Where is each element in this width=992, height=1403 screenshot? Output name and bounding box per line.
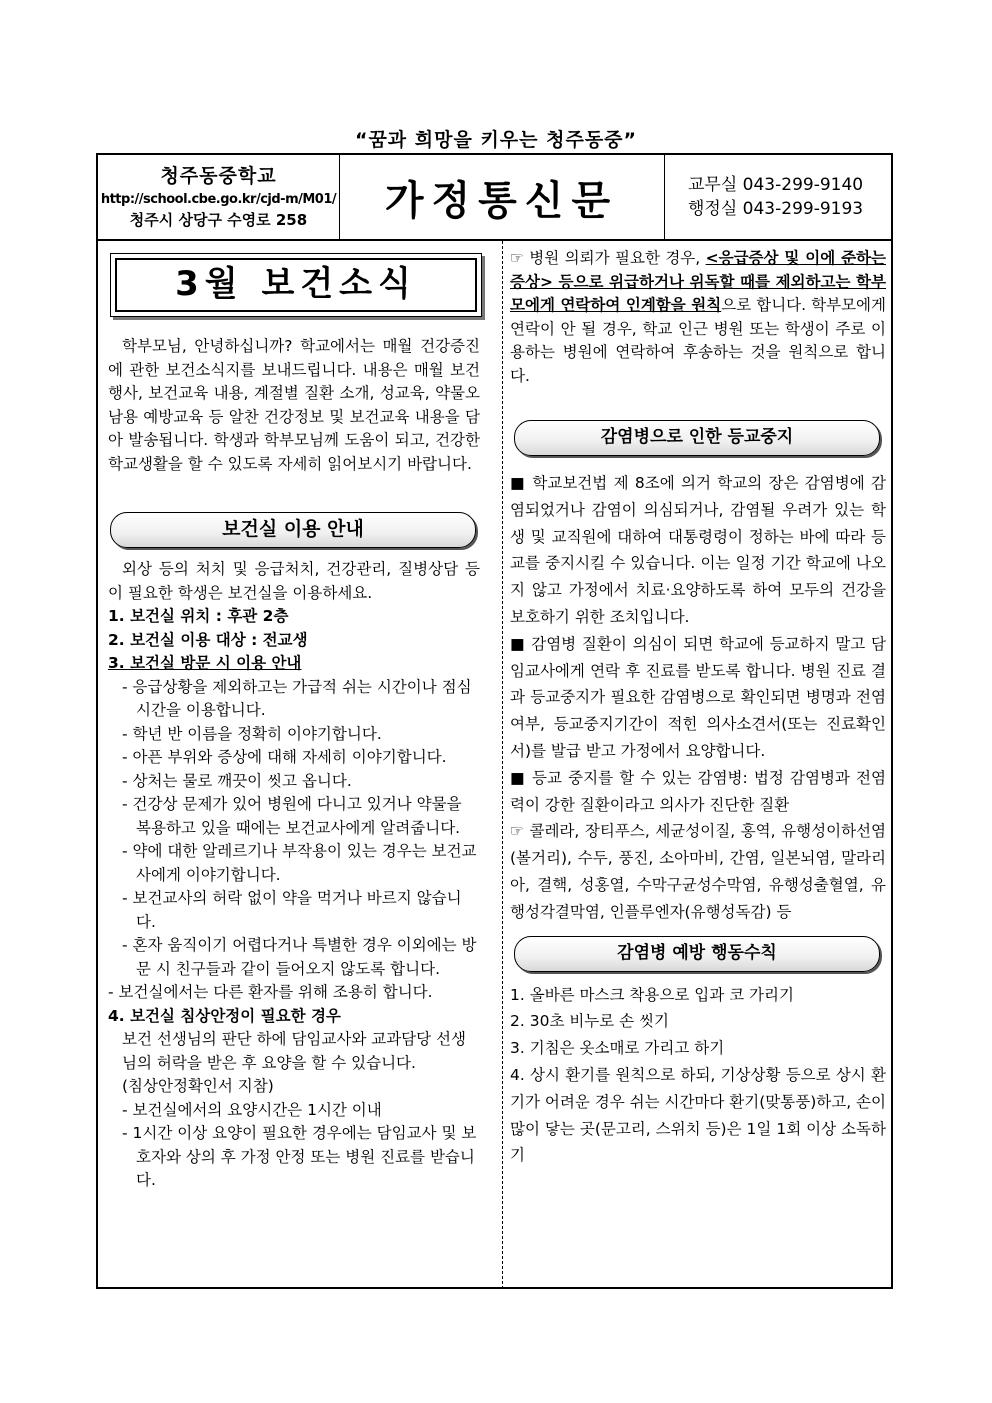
rule-item: 1. 올바른 마스크 착용으로 입과 코 가리기 <box>510 985 794 1004</box>
list-item: - 학년 반 이름을 정확히 이야기합니다. <box>122 724 382 743</box>
hospital-referral-prefix: ☞ 병원 의뢰가 필요한 경우, <box>510 249 706 267</box>
list-item: - 응급상황을 제외하고는 가급적 쉬는 시간이나 점심시간을 이용합니다. <box>122 677 472 719</box>
school-info <box>98 155 340 239</box>
phone-admin-office: 행정실 043-299-9193 <box>688 199 864 219</box>
section-title-label: 감염병으로 인한 등교중지 <box>600 427 794 448</box>
section-title-health-room <box>110 512 476 548</box>
paragraph: ■ 학교보건법 제 8조에 의거 학교의 장은 감염병에 감염되었거나 감염이 의심되거나, 감염될 우려가 있는 학생 및 교직원에 대하여 대통령령이 정하는 바에 따라 등교를 중지시킬 수 있습니다. 이는 일정 기간 학교에 나오지 않고 가정에서 치료·요양하도록 하여 모두의 건강을 보호하기 위한 조치입니다. <box>510 474 886 626</box>
item-bed-rest: 4. 보건실 침상안정이 필요한 경우 <box>108 1006 341 1025</box>
rule-item: 4. 상시 환기를 원칙으로 하되, 기상상황 등으로 상시 환기가 어려운 경우 쉬는 시간마다 환기(맞통풍)하고, 손이 많이 닿는 곳(문고리, 스위치 등)은 1일 1회 이상 소독하기 <box>510 1065 886 1165</box>
rule-item: 2. 30초 비누로 손 씻기 <box>510 1012 670 1031</box>
phone-teachers-office: 교무실 043-299-9140 <box>688 175 864 195</box>
list-item: - 보건교사의 허락 없이 약을 먹거나 바르지 않습니다. <box>122 889 462 931</box>
column-divider <box>502 241 504 1289</box>
right-column <box>510 247 886 1169</box>
list-item: - 보건실에서는 다른 환자를 위해 조용히 합니다. <box>108 983 433 1001</box>
section-title-infection-absence <box>514 420 880 456</box>
list-item: - 1시간 이상 요양이 필요한 경우에는 담임교사 및 보호자와 상의 후 가정 안정 또는 병원 진료를 받습니다. <box>122 1124 477 1189</box>
slogan: “꿈과 희망을 키우는 청주동중” <box>354 129 638 151</box>
intro-text: 학부모님, 안녕하십니까? 학교에서는 매월 건강증진에 관한 보건소식지를 보내드립니다. 내용은 매월 보건행사, 보건교육 내용, 계절별 질환 소개, 성교육, 약물오남용 예방교육 등 알찬 건강정보 및 보건교육 내용을 담아 발송됩니다. 학생과 학부모님께 도움이 되고, 건강한 학교생활을 할 수 있도록 자세히 읽어보시기 바랍니다. <box>108 337 480 473</box>
school-address: 청주시 상당구 수영로 258 <box>129 211 308 229</box>
hospital-referral-suffix: 으로 합니다. 학부모에게 연락이 안 될 경우, 학교 인근 병원 또는 학생이 주로 이용하는 병원에 연락하여 후송하는 것을 원칙으로 합니다. <box>510 296 887 385</box>
school-url[interactable]: http://school.cbe.go.kr/cjd-m/M01/ <box>100 192 337 207</box>
rule-item: 3. 기침은 옷소매로 가리고 하기 <box>510 1039 725 1058</box>
list-item: - 건강상 문제가 있어 병원에 다니고 있거나 약물을 복용하고 있을 때에는 보건교사에게 알려줍니다. <box>122 795 462 837</box>
hospital-referral-emphasis: <응급증상 및 이에 준하는 증상> 등으로 위급하거나 위독할 때를 제외하고는 학부모에게 연락하여 인계함을 원칙 <box>510 249 886 314</box>
main-title-box <box>110 253 482 317</box>
list-item: - 아픈 부위와 증상에 대해 자세히 이야기합니다. <box>122 748 447 766</box>
list-item: - 상처는 물로 깨끗이 씻고 옵니다. <box>122 771 352 790</box>
section-title-prevention-rules <box>514 936 880 972</box>
health-room-intro: 외상 등의 처치 및 응급처치, 건강관리, 질병상담 등이 필요한 학생은 보건실을 이용하세요. <box>108 560 480 602</box>
item-location: 1. 보건실 위치 : 후관 2층 <box>108 607 289 625</box>
contact-info <box>688 173 863 221</box>
main-title: 3월 보건소식 <box>115 258 477 312</box>
list-item: - 혼자 움직이기 어렵다거나 특별한 경우 이외에는 방문 시 친구들과 같이 들어오지 않도록 합니다. <box>122 936 477 978</box>
list-item: - 보건실에서의 요양시간은 1시간 이내 <box>122 1100 382 1119</box>
left-column <box>108 247 480 1193</box>
item-target: 2. 보건실 이용 대상 : 전교생 <box>108 630 308 649</box>
newsletter-title: 가정통신문 <box>339 155 665 239</box>
bed-rest-text: 보건 선생님의 판단 하에 담임교사와 교과담당 선생님의 허락을 받은 후 요양을 할 수 있습니다. <box>122 1030 466 1072</box>
section-title-label: 감염병 예방 행동수칙 <box>617 942 777 963</box>
item-visit-guide: 3. 보건실 방문 시 이용 안내 <box>108 654 302 672</box>
visit-guide-list <box>108 676 480 1005</box>
school-name: 청주동중학교 <box>160 165 277 187</box>
disease-list: ☞ 콜레라, 장티푸스, 세균성이질, 홍역, 유행성이하선염(볼거리), 수두, 풍진, 소아마비, 간염, 일본뇌염, 말라리아, 결핵, 성홍열, 수막구균성수막염, 유행성출혈열, 유행성각결막염, 인플루엔자(유행성독감) 등 <box>510 822 886 921</box>
list-item: - 약에 대한 알레르기나 부작용이 있는 경우는 보건교사에게 이야기합니다. <box>122 842 477 884</box>
newsletter-frame <box>96 153 893 1289</box>
header <box>98 155 891 241</box>
section-title-label: 보건실 이용 안내 <box>222 518 364 541</box>
paragraph: ■ 감염병 질환이 의심이 되면 학교에 등교하지 말고 담임교사에게 연락 후 진료를 받도록 합니다. 병원 진료 결과 등교중지가 필요한 감염병으로 확인되면 병명과 전염여부, 등교중지기간이 적힌 의사소견서(또는 진료확인서)를 발급 받고 가정에서 요양합니다. <box>510 634 886 760</box>
prevention-rules-list <box>510 982 886 1170</box>
hospital-referral-text <box>510 247 886 388</box>
infection-absence-body <box>510 470 886 926</box>
bed-rest-note: (침상안정확인서 지참) <box>122 1077 274 1095</box>
paragraph: ■ 등교 중지를 할 수 있는 감염병: 법정 감염병과 전염력이 강한 질환이라고 의사가 진단한 질환 <box>510 768 886 814</box>
